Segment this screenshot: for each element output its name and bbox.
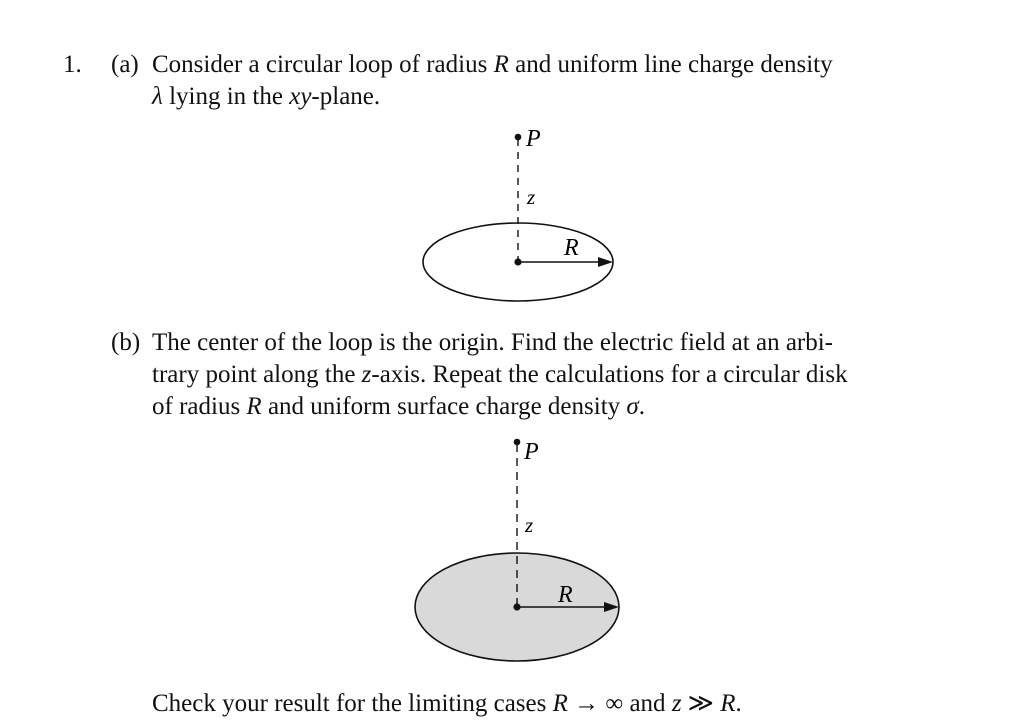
- var-xy: xy: [289, 83, 312, 110]
- part-a-line-1: [152, 50, 833, 80]
- radius-r-label: R: [558, 582, 573, 608]
- var-sigma: σ: [626, 393, 639, 420]
- text-segment: and uniform surface charge density: [261, 393, 627, 420]
- part-b-label: (b): [111, 329, 141, 356]
- text-segment: trary point along the: [152, 361, 362, 388]
- text-segment: and uniform line charge density: [508, 51, 833, 78]
- var-lambda: λ: [152, 83, 163, 110]
- height-z-label: z: [527, 185, 536, 209]
- point-p-label: P: [526, 126, 541, 152]
- var-z: z: [361, 361, 372, 388]
- text-segment: lying in the: [162, 83, 290, 110]
- text-segment: Check your result for the limiting cases: [152, 690, 553, 717]
- text-segment: Consider a circular loop of radius: [152, 51, 494, 78]
- part-b-line-2: [152, 360, 848, 390]
- text-segment: .: [638, 393, 645, 420]
- radius-arrowhead: [598, 257, 613, 267]
- text-segment: of radius: [152, 393, 247, 420]
- radius-r-label: R: [564, 235, 579, 261]
- var-R: R: [246, 393, 262, 420]
- var-R: R: [720, 690, 736, 717]
- text-segment: -plane.: [311, 83, 381, 110]
- text-segment: -axis. Repeat the calculations for a circular disk: [371, 361, 848, 388]
- conclusion-line: [152, 689, 742, 719]
- point-p-label: P: [524, 439, 539, 465]
- var-R: R: [493, 51, 509, 78]
- text-segment: .: [735, 690, 742, 717]
- point-p-dot: [515, 134, 522, 141]
- figure-b-disk: [410, 432, 630, 672]
- part-a-line-2: [152, 82, 380, 112]
- figure-a-loop: [410, 125, 630, 310]
- text-segment: ≫: [681, 690, 721, 717]
- part-b-line-1: The center of the loop is the origin. Find the electric field at an arbi-: [152, 329, 834, 356]
- part-b-line-3: [152, 392, 645, 422]
- var-R: R: [552, 690, 568, 717]
- point-p-dot: [514, 439, 521, 446]
- text-segment: → ∞ and: [567, 690, 672, 717]
- part-a-label: (a): [111, 51, 139, 78]
- height-z-label: z: [525, 513, 534, 537]
- problem-number: 1.: [63, 51, 82, 78]
- var-z: z: [671, 690, 682, 717]
